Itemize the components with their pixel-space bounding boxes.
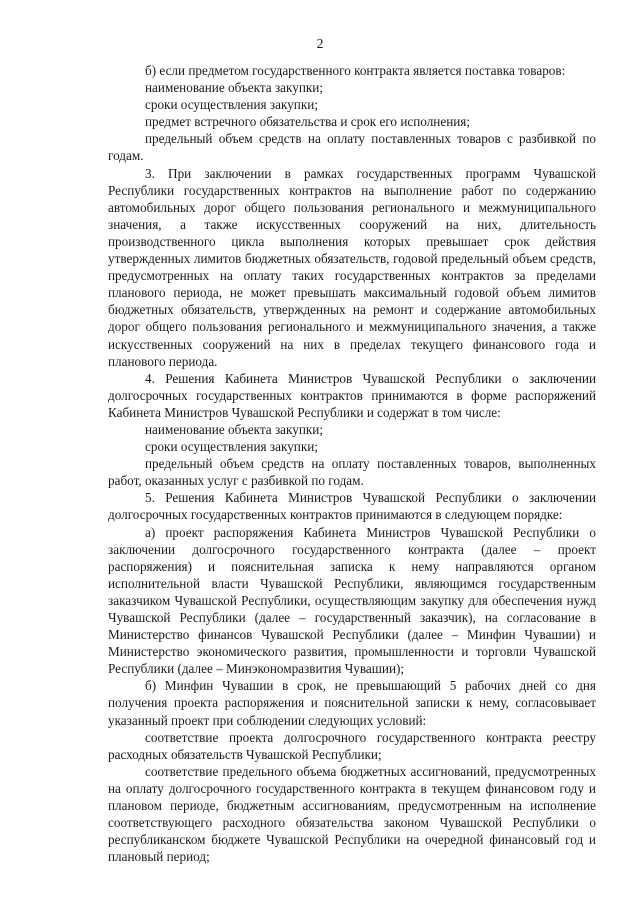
paragraph: б) если предметом государственного контракта является поставка товаров: bbox=[145, 63, 566, 78]
paragraph: б) Минфин Чувашии в срок, не превышающий 5 рабочих дней со дня получения проекта распоряжения и пояснительной записки к нему, согласовывает указанный проект при соблюдении следующих условий: bbox=[108, 678, 596, 728]
paragraph: наименование объекта закупки; bbox=[145, 80, 324, 96]
paragraph: соответствие предельного объема бюджетных ассигнований, предусмотренных на оплату долгосрочного государственного контракта в текущем финансовом году и плановом периоде, бюджетным ассигнованиям, предусмотренным на исполнение соответствующего расходного обязательства законом Чувашской Республики о республиканском бюджете Чувашской Республики на очередной финансовый год и плановый период; bbox=[108, 763, 596, 865]
paragraph: 3. При заключении в рамках государственных программ Чувашской Республики государственных контрактов на выполнение работ по содержанию автомобильных дорог общего пользования регионального и межмуниципального значения, а также искусственных сооружений на них, длительность производственного цикла выполнения которых превышает срок действия утвержденных лимитов бюджетных обязательств, годовой предельный объем средств, предусмотренных на оплату таких государственных контрактов за пределами планового периода, не может превышать максимальный годовой объем лимитов бюджетных обязательств, утвержденных на ремонт и содержание автомобильных дорог общего пользования регионального и межмуниципального значения, а также искусственных сооружений на них в пределах текущего финансового года и планового периода. bbox=[108, 165, 596, 369]
page-number: 2 bbox=[316, 36, 324, 51]
paragraph: предельный объем средств на оплату поставленных товаров, выполненных работ, оказанных услуг с разбивкой по годам. bbox=[108, 456, 596, 489]
paragraph: сроки осуществления закупки; bbox=[145, 439, 318, 455]
document-body bbox=[108, 62, 596, 865]
paragraph: предельный объем средств на оплату поставленных товаров с разбивкой по годам. bbox=[108, 131, 596, 164]
paragraph: 4. Решения Кабинета Министров Чувашской Республики о заключении долгосрочных государственных контрактов принимаются в форме распоряжений Кабинета Министров Чувашской Республики и содержат в том числе: bbox=[108, 370, 596, 420]
paragraph: 5. Решения Кабинета Министров Чувашской Республики о заключении долгосрочных государственных контрактов принимаются в следующем порядке: bbox=[108, 490, 596, 523]
paragraph: сроки осуществления закупки; bbox=[145, 97, 318, 113]
paragraph: наименование объекта закупки; bbox=[145, 421, 324, 437]
paragraph: а) проект распоряжения Кабинета Министров Чувашской Республики о заключении долгосрочного государственного контракта (далее – проект распоряжения) и пояснительная записка к нему направляются органом исполнительной власти Чувашской Республики, являющимся государственным заказчиком Чувашской Республики, осуществляющим закупку для обеспечения нужд Чувашской Республики (далее – государственный заказчик), на согласование в Министерство финансов Чувашской Республики (далее – Минфин Чувашии) и Министерство экономического развития, промышленности и торговли Чувашской Республики (далее – Минэкономразвития Чувашии); bbox=[108, 524, 596, 677]
paragraph: соответствие проекта долгосрочного государственного контракта реестру расходных обязательств Чувашской Республики; bbox=[108, 729, 596, 762]
paragraph: предмет встречного обязательства и срок его исполнения; bbox=[145, 114, 471, 130]
